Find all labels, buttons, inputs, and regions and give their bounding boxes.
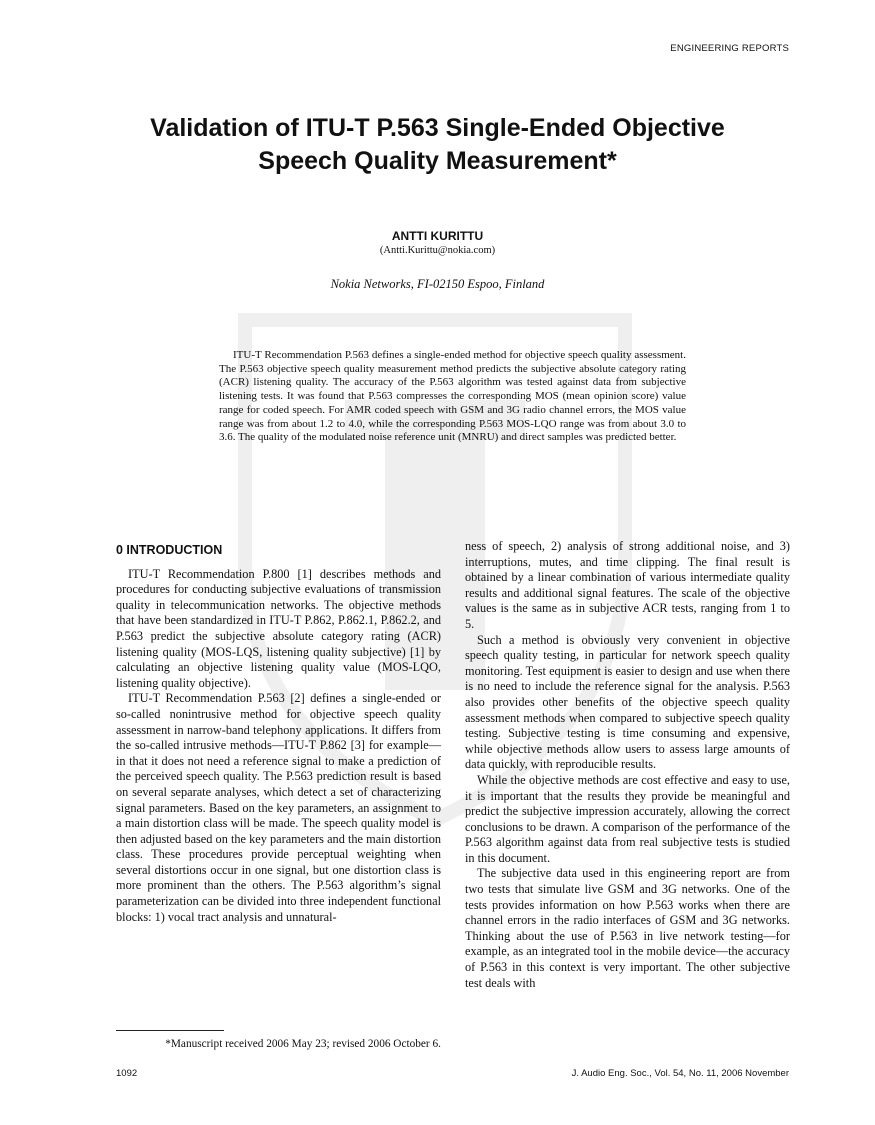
body-paragraph: ITU-T Recommendation P.563 [2] defines a single-ended or so-called nonintrusive method for objective speech quality assessment in narrow-band telephony applications. It differs from the so-called intrusive methods—ITU-T P.862 [3] for example—in that it does not need a reference signal to make a prediction of the perceived speech quality. The P.563 prediction result is based on several separate analyses, which detect a set of characterizing signal parameters. Based on the key parameters, an assignment to a main distortion class will be made. The speech quality model is then adjusted based on the key parameters and the main distortion class. These procedures provide perceptual weighting when several distortions occur in one signal, but one distortion class is more prominent than the others. The P.563 algorithm’s signal parameterization can be divided into three independent functional blocks: 1) vocal tract analysis and unnatural- [116,691,441,924]
body-paragraph: While the objective methods are cost effective and easy to use, it is important that the results they provide be meaningful and predict the subjective impression accurately, allowing the correct conclusions to be drawn. A comparison of the performance of the P.563 algorithm against data from real subjective tests is studied in this document. [465,772,790,865]
body-paragraph: The subjective data used in this engineering report are from two tests that simulate live GSM and 3G networks. One of the tests provides information on how P.563 works when there are channel errors in the radio interfaces of GSM and 3G networks. Thinking about the use of P.563 in live network testing—for example, as an integrated tool in the mobile device—the accuracy of P.563 in this context is very important. The other subjective test deals with [465,866,790,990]
body-paragraph: ITU-T Recommendation P.800 [1] describes methods and procedures for conducting subjective evaluations of transmission quality in telecommunication networks. The objective methods that have been standardized in ITU-T P.862, P.862.1, P.862.2, and P.563 predict the subjective absolute category rating (ACR) listening quality (MOS-LQS, listening quality subjective) [1] by calculating an objective listening quality value (MOS-LQO, listening quality objective). [116,566,441,690]
author-affiliation: Nokia Networks, FI-02150 Espoo, Finland [330,277,545,291]
left-column [116,539,441,925]
paper-title-line-1: Validation of ITU-T P.563 Single-Ended Objective [150,114,725,142]
journal-citation: J. Audio Eng. Soc., Vol. 54, No. 11, 2006 November [571,1068,789,1079]
page-number: 1092 [116,1068,138,1079]
running-header: ENGINEERING REPORTS [670,43,789,54]
author-email: (Antti.Kurittu@nokia.com) [379,245,496,256]
author-name: ANTTI KURITTU [391,229,484,243]
manuscript-footnote: *Manuscript received 2006 May 23; revised 2006 October 6. [165,1038,441,1050]
section-heading-introduction: 0 INTRODUCTION [116,543,223,557]
paper-title [0,112,875,178]
footnote-rule [116,1030,224,1031]
body-paragraph-continuation: ness of speech, 2) analysis of strong additional noise, and 3) interruptions, mutes, and time clipping. The final result is obtained by a linear combination of various intermediate quality results and additional signal features. The scale of the objective values is the same as in subjective ACR tests, ranging from 1 to 5. [465,539,790,631]
body-paragraph: Such a method is obviously very convenient in objective speech quality testing, in particular for network speech quality monitoring. Test equipment is easier to design and use when there is no need to include the reference signal for the analysis. P.563 also provides other benefits of the objective speech quality assessment methods when compared to subjective speech quality testing. Subjective testing is time consuming and expensive, while objective methods allow users to assess large amounts of data quickly, with reproducible results. [465,632,790,772]
paper-title-line-2: Speech Quality Measurement* [258,147,617,175]
abstract: ITU-T Recommendation P.563 defines a single-ended method for objective speech quality assessment. The P.563 objective speech quality measurement method predicts the subjective absolute category rating (ACR) listening quality. The accuracy of the P.563 algorithm was tested against data from subjective listening tests. It was found that P.563 compresses the corresponding MOS (mean opinion score) value range for coded speech. For AMR coded speech with GSM and 3G radio channel errors, the MOS value range was from about 1.2 to 4.0, while the corresponding P.563 MOS-LQO range was from about 3.0 to 3.6. The quality of the modulated noise reference unit (MNRU) and direct samples was predicted better. [219,349,686,444]
right-column [465,539,790,991]
